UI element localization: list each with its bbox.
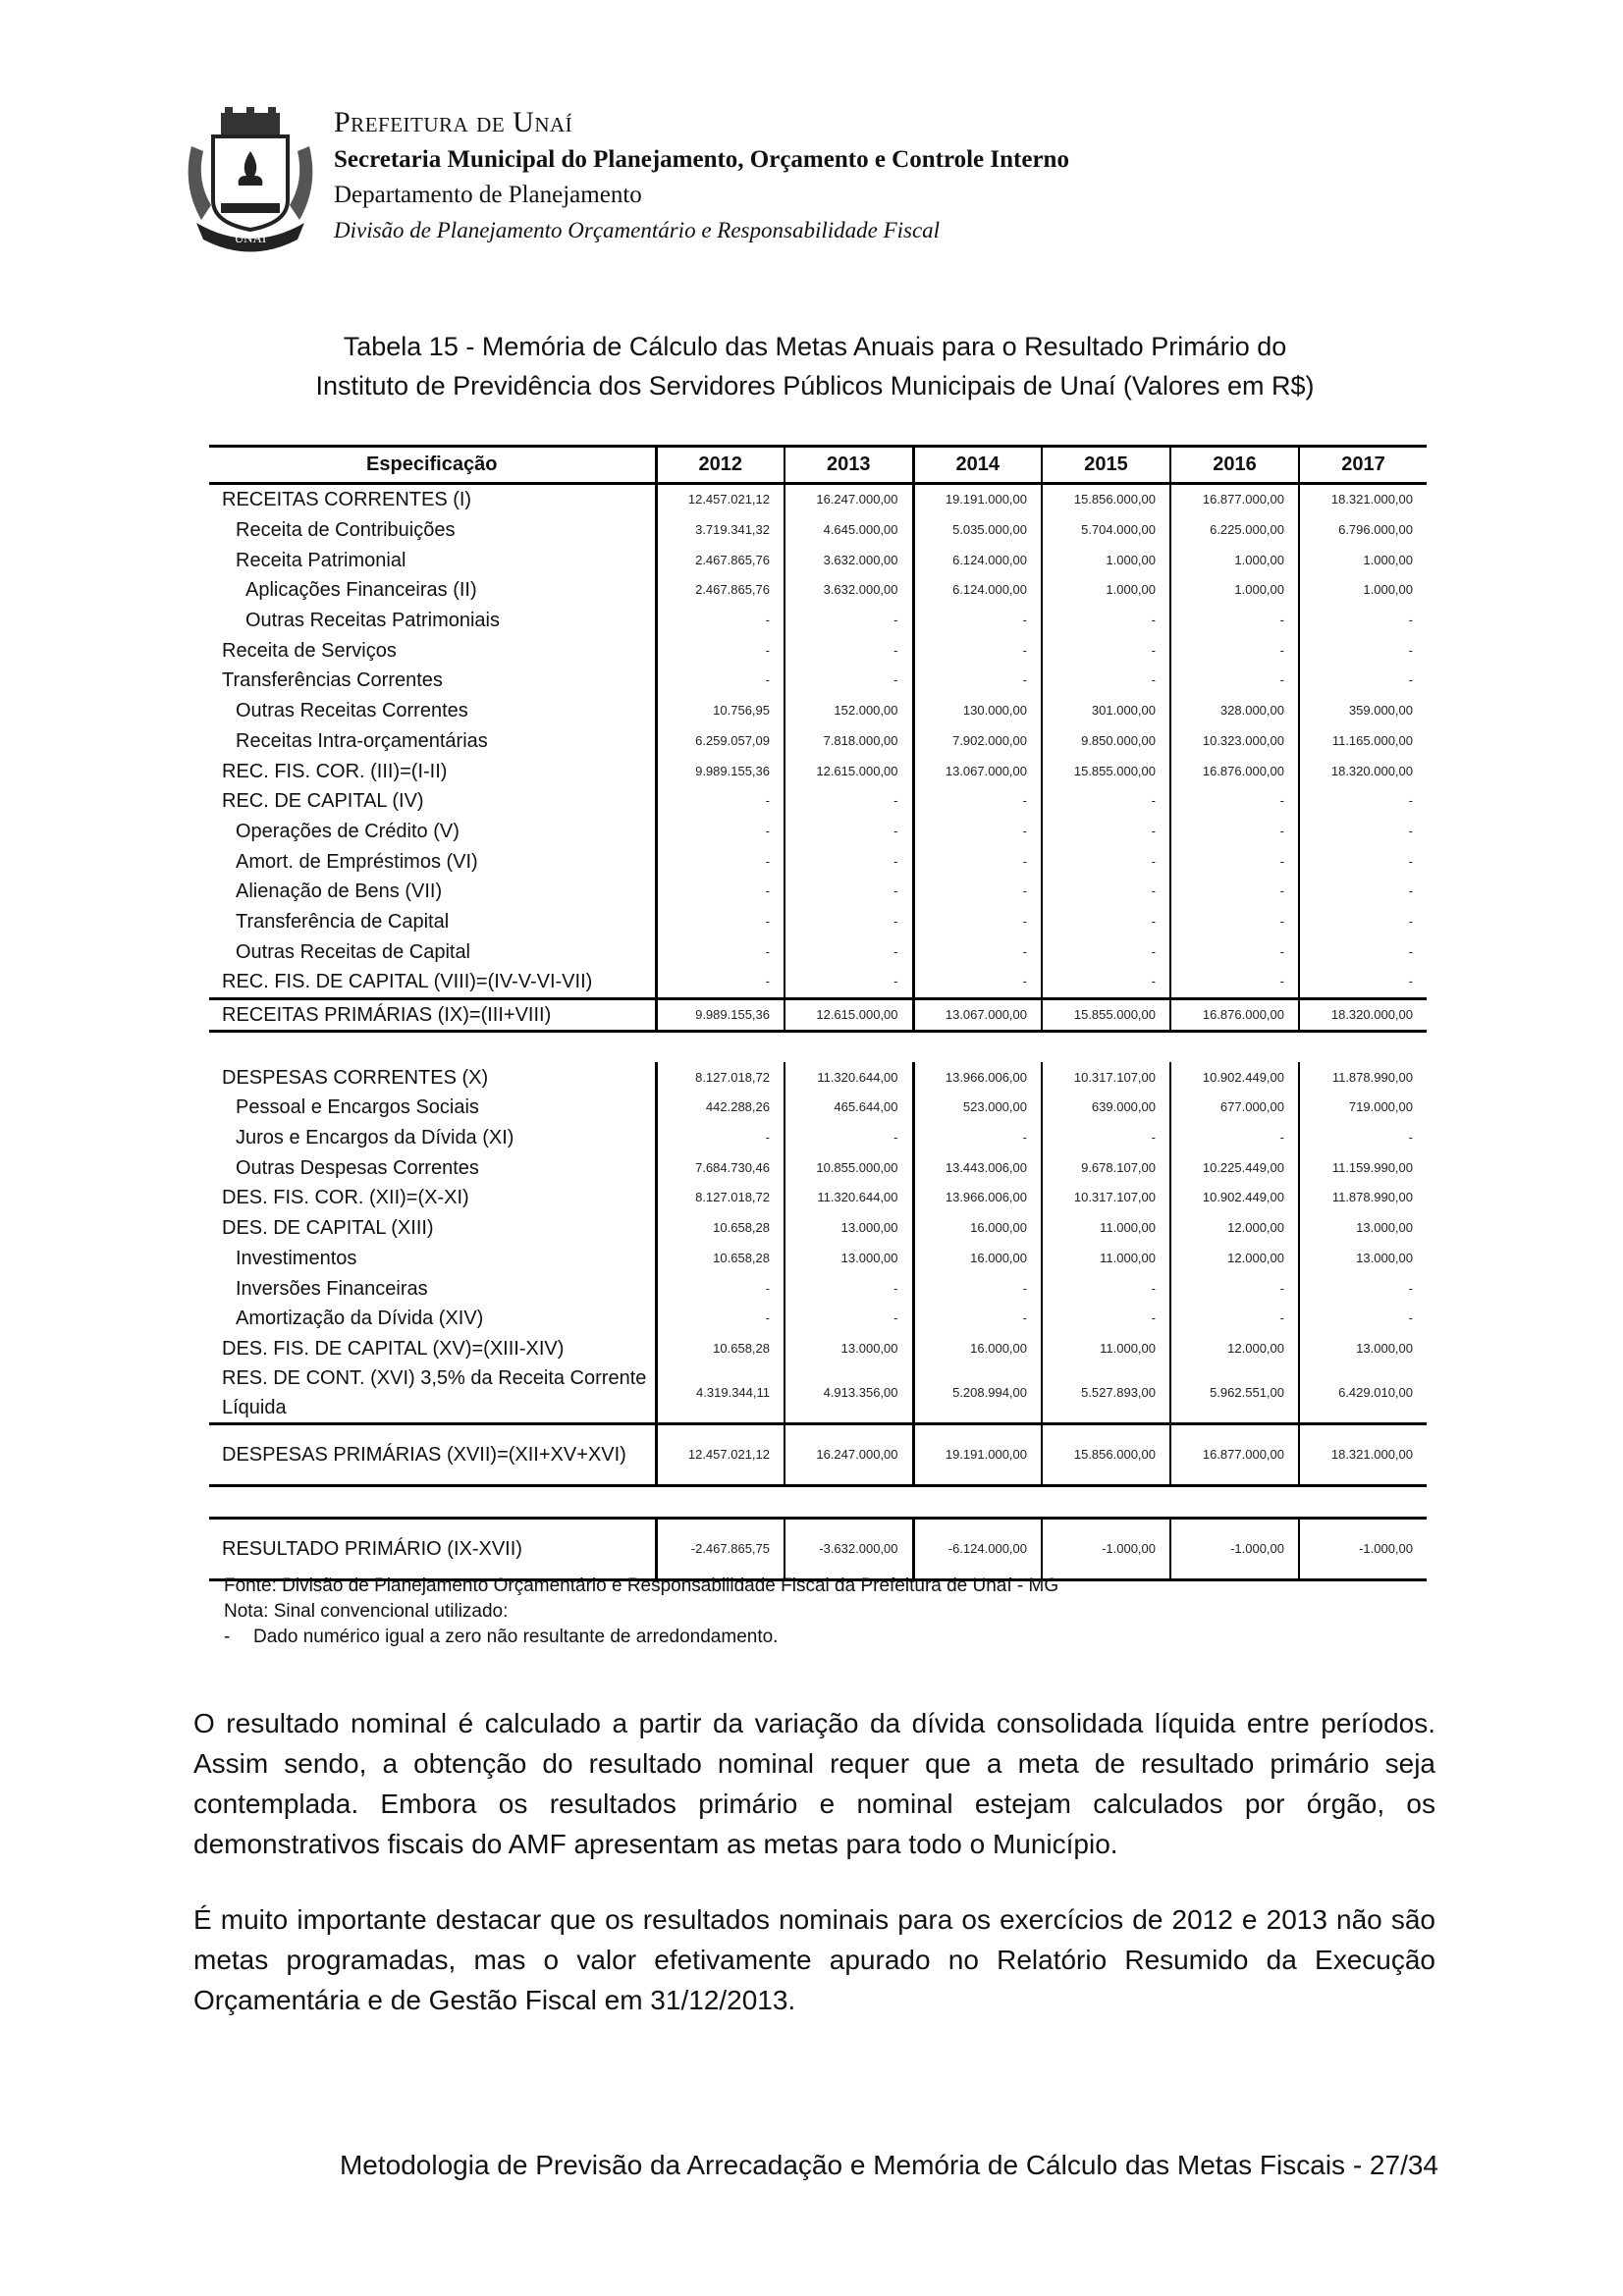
cell-value: 6.796.000,00 <box>1299 515 1427 546</box>
cell-value: - <box>656 967 784 998</box>
cell-value: 9.989.155,36 <box>656 998 784 1032</box>
cell-value: 12.615.000,00 <box>784 998 913 1032</box>
row-label: Transferências Correntes <box>222 669 443 692</box>
table-row <box>209 1519 1427 1580</box>
cell-value: 13.067.000,00 <box>913 998 1042 1032</box>
cell-value: - <box>1299 1304 1427 1334</box>
cell-value: 5.527.893,00 <box>1042 1363 1170 1424</box>
cell-value: - <box>913 817 1042 847</box>
table-row <box>209 545 1427 575</box>
table-row <box>209 1093 1427 1123</box>
cell-value: - <box>784 1304 913 1334</box>
cell-value: - <box>656 877 784 907</box>
cell-value: - <box>1299 1273 1427 1304</box>
column-header: 2016 <box>1170 447 1299 484</box>
department-name: Departamento de Planejamento <box>334 182 642 208</box>
row-label: REC. DE CAPITAL (IV) <box>222 790 424 813</box>
cell-value: - <box>1299 1123 1427 1153</box>
column-header: 2013 <box>784 447 913 484</box>
cell-value: 12.457.021,12 <box>656 484 784 515</box>
cell-value: 359.000,00 <box>1299 696 1427 726</box>
cell-value: 5.704.000,00 <box>1042 515 1170 546</box>
cell-value: 10.317.107,00 <box>1042 1062 1170 1093</box>
convention-note: Nota: Sinal convencional utilizado: <box>224 1601 509 1622</box>
table-row <box>209 1152 1427 1183</box>
table-row <box>209 817 1427 847</box>
cell-value: - <box>1299 967 1427 998</box>
row-label: Amort. de Empréstimos (VI) <box>236 850 478 873</box>
cell-value: - <box>1170 606 1299 636</box>
row-label: RECEITAS CORRENTES (I) <box>222 489 472 511</box>
cell-value: 19.191.000,00 <box>913 1424 1042 1486</box>
row-label: RESULTADO PRIMÁRIO (IX-XVII) <box>209 1519 656 1580</box>
table-row <box>209 998 1427 1032</box>
cell-value: - <box>784 1273 913 1304</box>
cell-value: - <box>1042 635 1170 666</box>
cell-value: 7.902.000,00 <box>913 726 1042 757</box>
table-row <box>209 756 1427 786</box>
page-footer: Metodologia de Previsão da Arrecadação e Memória de Cálculo das Metas Fiscais - 27/34 <box>339 2150 1438 2180</box>
cell-value: - <box>1299 635 1427 666</box>
cell-value: 523.000,00 <box>913 1093 1042 1123</box>
cell-value: 10.902.449,00 <box>1170 1183 1299 1213</box>
table-row <box>209 484 1427 515</box>
cell-value: - <box>913 1123 1042 1153</box>
table-row <box>209 575 1427 606</box>
row-label: Alienação de Bens (VII) <box>236 881 443 903</box>
cell-value: - <box>656 817 784 847</box>
cell-value: - <box>1170 1273 1299 1304</box>
table-row <box>209 1304 1427 1334</box>
cell-value: - <box>1299 846 1427 877</box>
cell-value: 13.067.000,00 <box>913 756 1042 786</box>
secretariat-name: Secretaria Municipal do Planejamento, Orçamento e Controle Interno <box>334 146 1069 173</box>
cell-value: - <box>1170 666 1299 696</box>
row-label: DES. FIS. COR. (XII)=(X-XI) <box>222 1187 469 1209</box>
table-row <box>209 606 1427 636</box>
cell-value: -3.632.000,00 <box>784 1519 913 1580</box>
svg-text:UNAÍ: UNAÍ <box>234 231 267 245</box>
table-row <box>209 936 1427 967</box>
table-row <box>209 515 1427 546</box>
cell-value: - <box>1170 936 1299 967</box>
cell-value: 3.632.000,00 <box>784 545 913 575</box>
cell-value: 16.876.000,00 <box>1170 756 1299 786</box>
row-label: Aplicações Financeiras (II) <box>245 579 477 602</box>
cell-value: - <box>656 1304 784 1334</box>
cell-value: 12.000,00 <box>1170 1213 1299 1244</box>
cell-value: - <box>656 936 784 967</box>
column-header: 2017 <box>1299 447 1427 484</box>
cell-value: 10.756,95 <box>656 696 784 726</box>
cell-value: 16.877.000,00 <box>1170 484 1299 515</box>
row-label: Receita de Serviços <box>222 639 397 662</box>
cell-value: - <box>656 907 784 937</box>
table-notes <box>224 1574 1058 1650</box>
cell-value: 10.323.000,00 <box>1170 726 1299 757</box>
cell-value: - <box>1042 817 1170 847</box>
table-row <box>209 696 1427 726</box>
column-header: 2014 <box>913 447 1042 484</box>
cell-value: - <box>1299 817 1427 847</box>
cell-value: 16.877.000,00 <box>1170 1424 1299 1486</box>
cell-value: - <box>784 846 913 877</box>
cell-value: 16.247.000,00 <box>784 484 913 515</box>
cell-value: - <box>1042 846 1170 877</box>
cell-value: 13.000,00 <box>1299 1213 1427 1244</box>
cell-value: 11.165.000,00 <box>1299 726 1427 757</box>
body-paragraph: O resultado nominal é calculado a partir da variação da dívida consolidada líquida entre períodos. Assim sendo, a obtenção do resultado nominal requer que a meta de resultado primário seja contemplada. Embora os resultados primário e nominal estejam calculados por órgão, os demonstrativos fiscais do AMF apresentam as metas para todo o Município. <box>193 1708 1435 1859</box>
row-label: Inversões Financeiras <box>236 1277 428 1300</box>
cell-value: - <box>1299 786 1427 817</box>
cell-value: 1.000,00 <box>1042 575 1170 606</box>
cell-value: 6.259.057,09 <box>656 726 784 757</box>
cell-value: - <box>656 635 784 666</box>
cell-value: 5.035.000,00 <box>913 515 1042 546</box>
row-label: RECEITAS PRIMÁRIAS (IX)=(III+VIII) <box>209 998 656 1032</box>
row-label: Outras Receitas Correntes <box>236 700 468 722</box>
cell-value: - <box>913 877 1042 907</box>
cell-value: - <box>656 666 784 696</box>
cell-value: 10.658,28 <box>656 1334 784 1364</box>
cell-value: 10.855.000,00 <box>784 1152 913 1183</box>
cell-value: 16.247.000,00 <box>784 1424 913 1486</box>
column-header: 2012 <box>656 447 784 484</box>
cell-value: 13.000,00 <box>1299 1244 1427 1274</box>
cell-value: 1.000,00 <box>1042 545 1170 575</box>
table-row <box>209 1363 1427 1424</box>
cell-value: 11.000,00 <box>1042 1213 1170 1244</box>
cell-value: 301.000,00 <box>1042 696 1170 726</box>
row-label: DESPESAS CORRENTES (X) <box>222 1066 489 1089</box>
cell-value: 328.000,00 <box>1170 696 1299 726</box>
cell-value: - <box>784 786 913 817</box>
cell-value: - <box>784 907 913 937</box>
municipal-crest-icon <box>182 107 319 252</box>
cell-value: -1.000,00 <box>1299 1519 1427 1580</box>
cell-value: 12.615.000,00 <box>784 756 913 786</box>
cell-value: - <box>913 936 1042 967</box>
cell-value: 18.321.000,00 <box>1299 1424 1427 1486</box>
table-caption: Tabela 15 - Memória de Cálculo das Metas Anuais para o Resultado Primário do Instituto de Previdência dos Servidores Públicos Municipais de Unaí (Valores em R$) <box>315 332 1315 400</box>
cell-value: 9.678.107,00 <box>1042 1152 1170 1183</box>
cell-value: 130.000,00 <box>913 696 1042 726</box>
cell-value: 15.856.000,00 <box>1042 484 1170 515</box>
cell-value: 11.878.990,00 <box>1299 1062 1427 1093</box>
table-row <box>209 1062 1427 1093</box>
cell-value: 8.127.018,72 <box>656 1062 784 1093</box>
cell-value: - <box>1170 1123 1299 1153</box>
cell-value: 11.320.644,00 <box>784 1062 913 1093</box>
cell-value: - <box>1042 1123 1170 1153</box>
cell-value: 10.658,28 <box>656 1213 784 1244</box>
cell-value: - <box>784 635 913 666</box>
primary-result-table <box>209 445 1427 1581</box>
cell-value: 18.320.000,00 <box>1299 998 1427 1032</box>
cell-value: 13.966.006,00 <box>913 1183 1042 1213</box>
cell-value: - <box>1042 967 1170 998</box>
cell-value: 1.000,00 <box>1299 575 1427 606</box>
cell-value: 11.000,00 <box>1042 1244 1170 1274</box>
row-label: Outras Receitas Patrimoniais <box>245 610 500 632</box>
row-label: Receitas Intra-orçamentárias <box>236 729 488 752</box>
source-note: Fonte: Divisão de Planejamento Orçamentário e Responsabilidade Fiscal da Prefeitura de Unaí - MG <box>224 1575 1059 1596</box>
cell-value: 12.000,00 <box>1170 1244 1299 1274</box>
cell-value: - <box>913 846 1042 877</box>
table-row <box>209 1424 1427 1486</box>
row-label: Outras Receitas de Capital <box>236 940 471 963</box>
cell-value: 12.457.021,12 <box>656 1424 784 1486</box>
cell-value: 2.467.865,76 <box>656 545 784 575</box>
cell-value: 1.000,00 <box>1170 575 1299 606</box>
cell-value: 11.159.990,00 <box>1299 1152 1427 1183</box>
row-label: RES. DE CONT. (XVI) 3,5% da Receita Corrente Líquida <box>222 1367 647 1419</box>
cell-value: 1.000,00 <box>1170 545 1299 575</box>
cell-value: - <box>656 846 784 877</box>
cell-value: 15.855.000,00 <box>1042 756 1170 786</box>
cell-value: 465.644,00 <box>784 1093 913 1123</box>
cell-value: 6.124.000,00 <box>913 575 1042 606</box>
cell-value: 19.191.000,00 <box>913 484 1042 515</box>
row-label: Investimentos <box>236 1247 357 1269</box>
table-row <box>209 1213 1427 1244</box>
cell-value: 6.429.010,00 <box>1299 1363 1427 1424</box>
column-header: 2015 <box>1042 447 1170 484</box>
cell-value: 10.317.107,00 <box>1042 1183 1170 1213</box>
cell-value: - <box>1170 1304 1299 1334</box>
body-paragraph: É muito importante destacar que os resultados nominais para os exercícios de 2012 e 2013 não são metas programadas, mas o valor efetivamente apurado no Relatório Resumido da Execução Orçamentária e de Gestão Fiscal em 31/12/2013. <box>193 1904 1435 2015</box>
cell-value: 15.855.000,00 <box>1042 998 1170 1032</box>
row-label: Pessoal e Encargos Sociais <box>236 1096 479 1119</box>
cell-value: 3.719.341,32 <box>656 515 784 546</box>
cell-value: 13.443.006,00 <box>913 1152 1042 1183</box>
cell-value: 11.878.990,00 <box>1299 1183 1427 1213</box>
cell-value: - <box>1299 907 1427 937</box>
cell-value: - <box>1042 786 1170 817</box>
cell-value: 16.876.000,00 <box>1170 998 1299 1032</box>
cell-value: - <box>656 786 784 817</box>
cell-value: 10.225.449,00 <box>1170 1152 1299 1183</box>
cell-value: 8.127.018,72 <box>656 1183 784 1213</box>
cell-value: - <box>1170 635 1299 666</box>
table-header-row <box>209 447 1427 484</box>
spacer-row <box>209 1486 1427 1519</box>
cell-value: - <box>913 1273 1042 1304</box>
cell-value: 13.000,00 <box>784 1334 913 1364</box>
table-row <box>209 1273 1427 1304</box>
cell-value: - <box>1042 1304 1170 1334</box>
cell-value: 7.684.730,46 <box>656 1152 784 1183</box>
cell-value: - <box>656 1273 784 1304</box>
division-name: Divisão de Planejamento Orçamentário e Responsabilidade Fiscal <box>334 218 941 242</box>
cell-value: 13.966.006,00 <box>913 1062 1042 1093</box>
cell-value: - <box>913 967 1042 998</box>
spacer-row <box>209 1032 1427 1063</box>
table-row <box>209 967 1427 998</box>
cell-value: 9.989.155,36 <box>656 756 784 786</box>
table-row <box>209 877 1427 907</box>
cell-value: 13.000,00 <box>784 1244 913 1274</box>
cell-value: - <box>913 606 1042 636</box>
cell-value: 4.913.356,00 <box>784 1363 913 1424</box>
row-label: Receita de Contribuições <box>236 519 456 542</box>
cell-value: - <box>913 786 1042 817</box>
cell-value: - <box>1299 666 1427 696</box>
row-label: DES. DE CAPITAL (XIII) <box>222 1217 434 1240</box>
cell-value: - <box>913 635 1042 666</box>
cell-value: -2.467.865,75 <box>656 1519 784 1580</box>
cell-value: 18.321.000,00 <box>1299 484 1427 515</box>
cell-value: -1.000,00 <box>1170 1519 1299 1580</box>
row-label: Outras Despesas Correntes <box>236 1156 479 1179</box>
cell-value: - <box>784 606 913 636</box>
cell-value: - <box>913 666 1042 696</box>
cell-value: 15.856.000,00 <box>1042 1424 1170 1486</box>
cell-value: 677.000,00 <box>1170 1093 1299 1123</box>
cell-value: - <box>784 877 913 907</box>
table-row <box>209 666 1427 696</box>
row-label: Juros e Encargos da Dívida (XI) <box>236 1127 514 1149</box>
cell-value: - <box>784 817 913 847</box>
table-row <box>209 726 1427 757</box>
table-row <box>209 1123 1427 1153</box>
cell-value: - <box>1299 877 1427 907</box>
cell-value: 4.645.000,00 <box>784 515 913 546</box>
cell-value: 7.818.000,00 <box>784 726 913 757</box>
cell-value: - <box>784 967 913 998</box>
cell-value: -1.000,00 <box>1042 1519 1170 1580</box>
cell-value: 719.000,00 <box>1299 1093 1427 1123</box>
cell-value: - <box>1042 936 1170 967</box>
cell-value: 1.000,00 <box>1299 545 1427 575</box>
cell-value: - <box>784 666 913 696</box>
row-label: DES. FIS. DE CAPITAL (XV)=(XIII-XIV) <box>222 1337 565 1360</box>
cell-value: 10.658,28 <box>656 1244 784 1274</box>
row-label: REC. FIS. COR. (III)=(I-II) <box>222 760 448 782</box>
row-label: Amortização da Dívida (XIV) <box>236 1308 484 1330</box>
cell-value: 639.000,00 <box>1042 1093 1170 1123</box>
column-header: Especificação <box>209 447 656 484</box>
cell-value: 11.000,00 <box>1042 1334 1170 1364</box>
cell-value: - <box>656 1123 784 1153</box>
cell-value: - <box>784 1123 913 1153</box>
cell-value: - <box>1170 817 1299 847</box>
cell-value: - <box>1042 877 1170 907</box>
cell-value: 13.000,00 <box>784 1213 913 1244</box>
cell-value: - <box>1042 1273 1170 1304</box>
org-name: Prefeitura de Unaí <box>334 106 573 138</box>
cell-value: 11.320.644,00 <box>784 1183 913 1213</box>
table-row <box>209 635 1427 666</box>
cell-value: - <box>1299 936 1427 967</box>
cell-value: 12.000,00 <box>1170 1334 1299 1364</box>
cell-value: 5.208.994,00 <box>913 1363 1042 1424</box>
cell-value: - <box>1170 786 1299 817</box>
cell-value: -6.124.000,00 <box>913 1519 1042 1580</box>
cell-value: - <box>913 907 1042 937</box>
cell-value: - <box>1170 907 1299 937</box>
row-label: REC. FIS. DE CAPITAL (VIII)=(IV-V-VI-VII) <box>222 971 593 993</box>
table-row <box>209 1244 1427 1274</box>
cell-value: 5.962.551,00 <box>1170 1363 1299 1424</box>
dash-legend: - Dado numérico igual a zero não resultante de arredondamento. <box>224 1627 779 1647</box>
cell-value: 152.000,00 <box>784 696 913 726</box>
cell-value: - <box>1299 606 1427 636</box>
table-row <box>209 907 1427 937</box>
cell-value: 16.000,00 <box>913 1334 1042 1364</box>
table-row <box>209 1183 1427 1213</box>
cell-value: - <box>913 1304 1042 1334</box>
cell-value: 442.288,26 <box>656 1093 784 1123</box>
row-label: Transferência de Capital <box>236 910 450 933</box>
cell-value: 2.467.865,76 <box>656 575 784 606</box>
cell-value: - <box>1170 967 1299 998</box>
cell-value: 10.902.449,00 <box>1170 1062 1299 1093</box>
cell-value: - <box>1042 666 1170 696</box>
table-row <box>209 1334 1427 1364</box>
cell-value: 9.850.000,00 <box>1042 726 1170 757</box>
row-label: Operações de Crédito (V) <box>236 820 460 842</box>
cell-value: - <box>1170 877 1299 907</box>
cell-value: - <box>1042 907 1170 937</box>
cell-value: 18.320.000,00 <box>1299 756 1427 786</box>
table-row <box>209 846 1427 877</box>
row-label: DESPESAS PRIMÁRIAS (XVII)=(XII+XV+XVI) <box>209 1424 656 1486</box>
cell-value: - <box>1042 606 1170 636</box>
cell-value: 16.000,00 <box>913 1213 1042 1244</box>
cell-value: - <box>784 936 913 967</box>
cell-value: 13.000,00 <box>1299 1334 1427 1364</box>
cell-value: 16.000,00 <box>913 1244 1042 1274</box>
cell-value: - <box>656 606 784 636</box>
cell-value: 6.124.000,00 <box>913 545 1042 575</box>
cell-value: 6.225.000,00 <box>1170 515 1299 546</box>
letterhead <box>182 103 1262 260</box>
cell-value: 4.319.344,11 <box>656 1363 784 1424</box>
cell-value: - <box>1170 846 1299 877</box>
cell-value: 3.632.000,00 <box>784 575 913 606</box>
row-label: Receita Patrimonial <box>236 549 406 571</box>
table-row <box>209 786 1427 817</box>
